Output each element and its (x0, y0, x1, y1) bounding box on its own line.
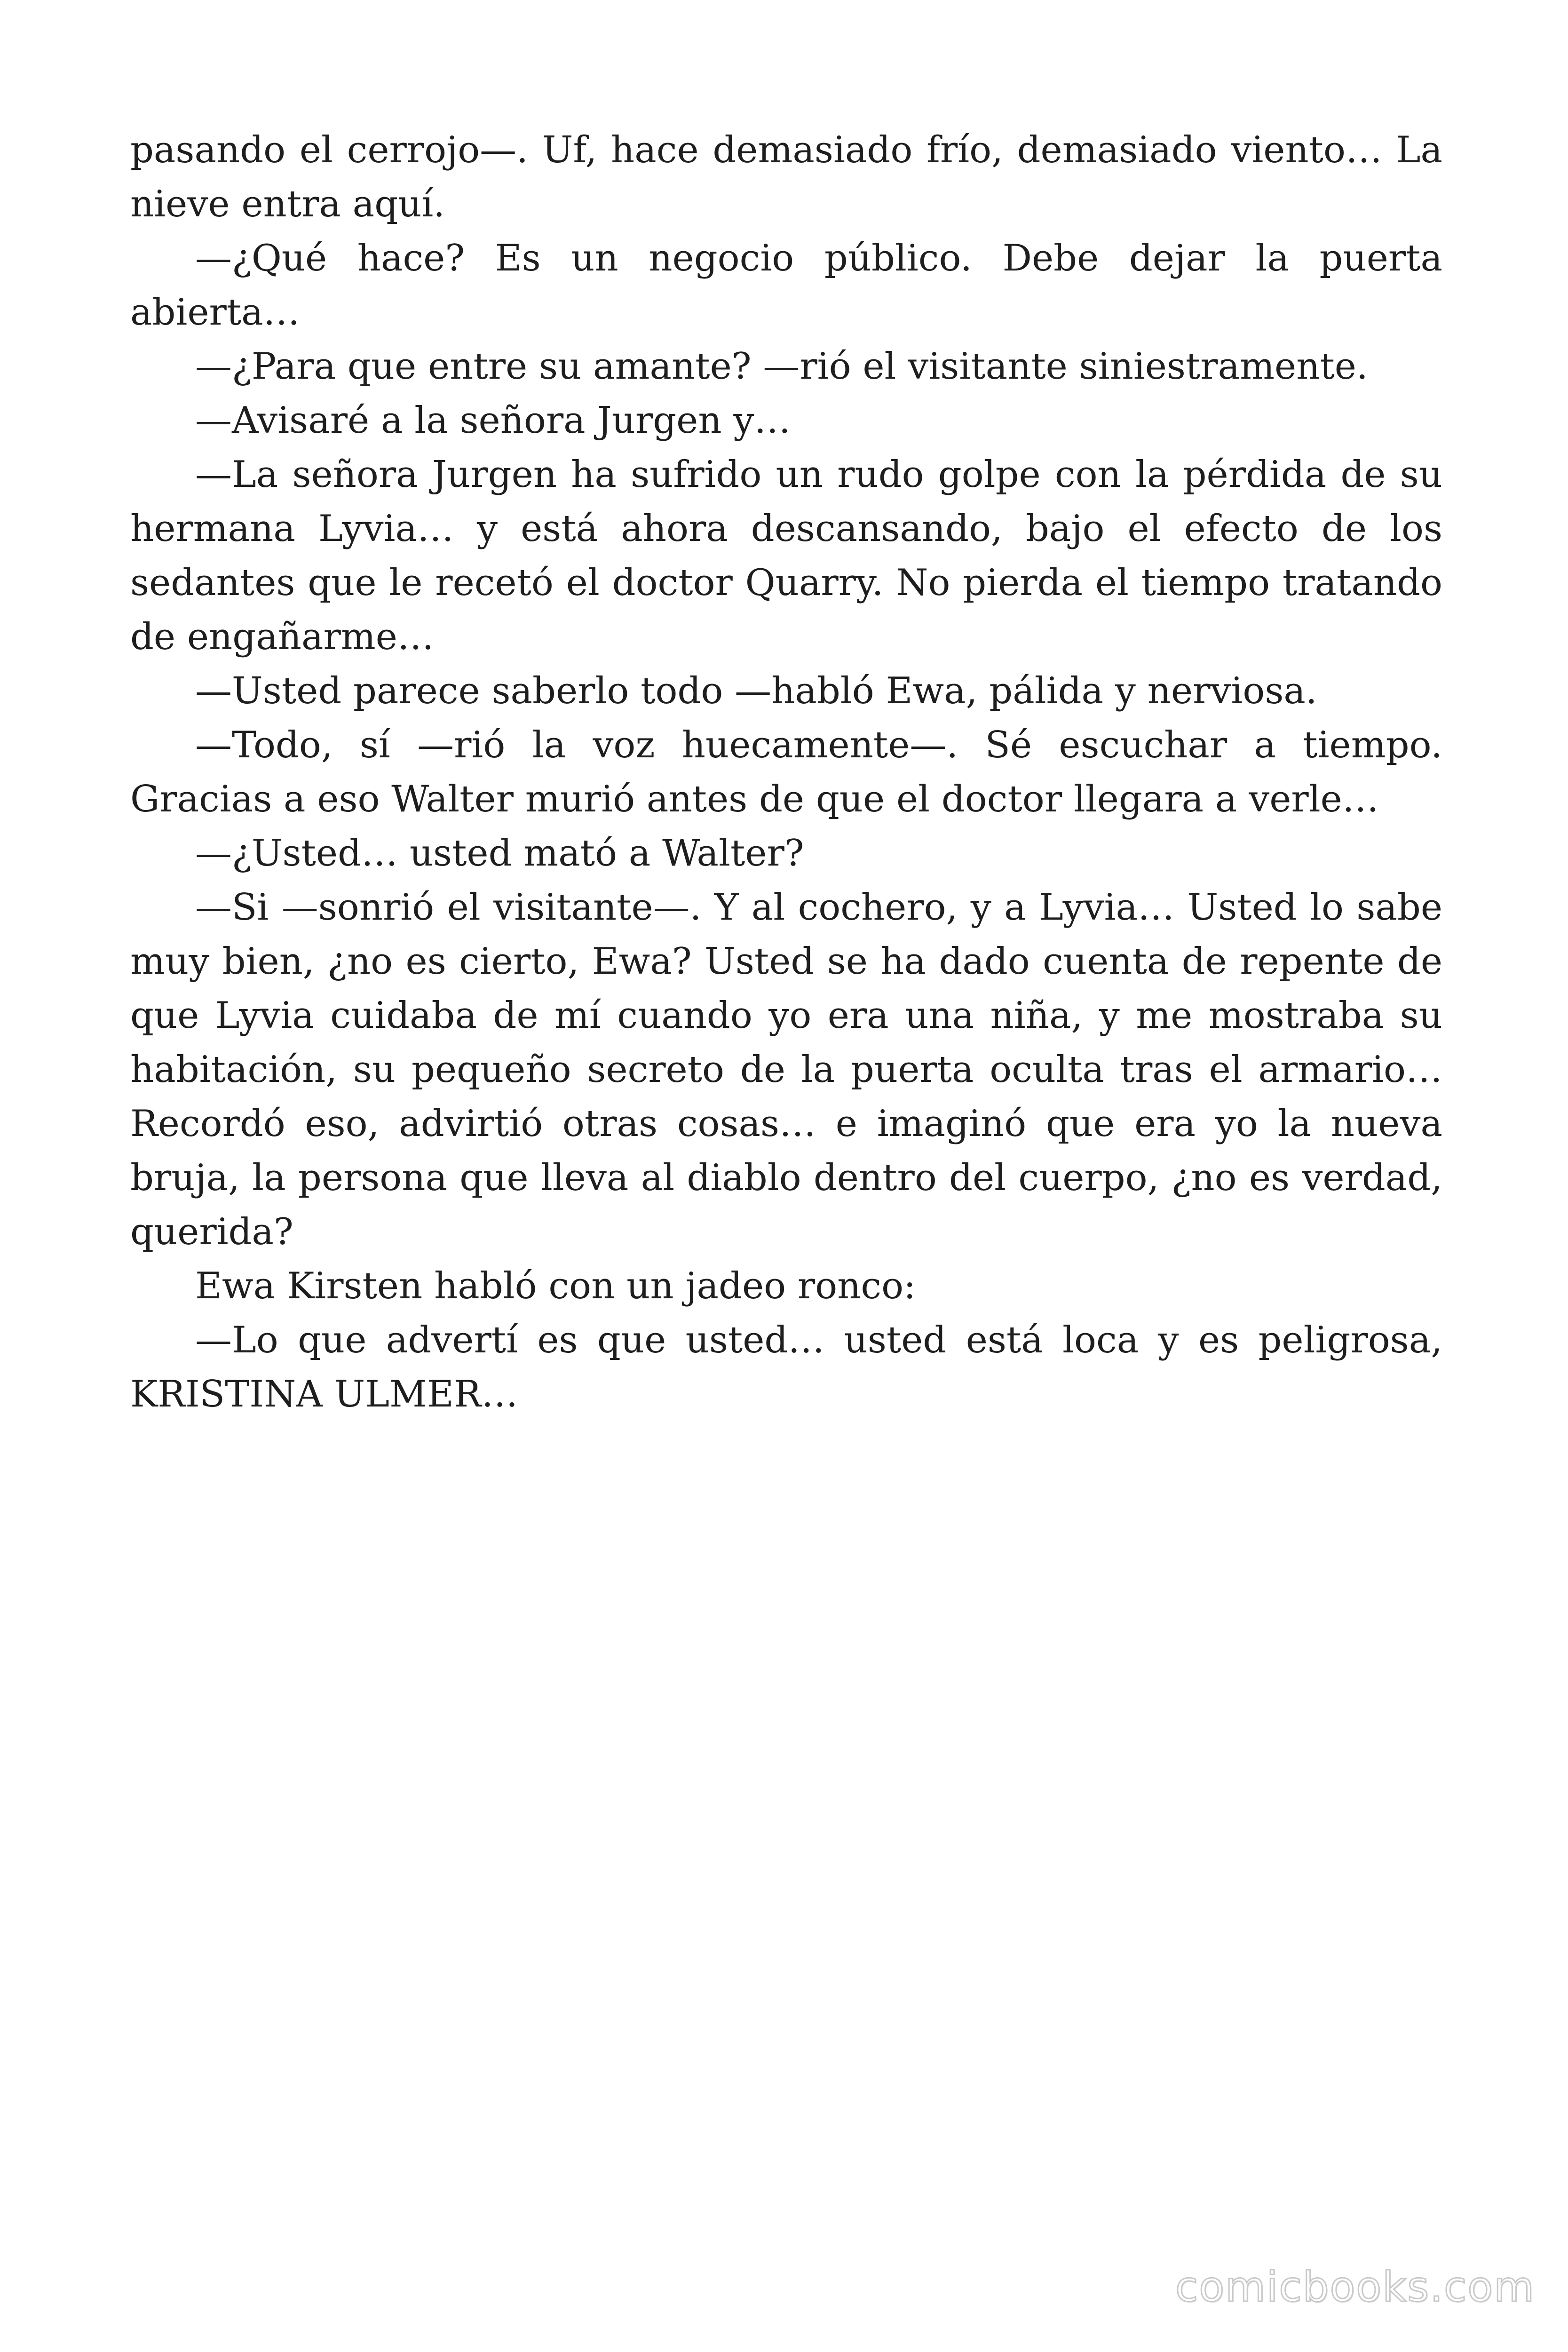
paragraph: —Avisaré a la señora Jurgen y… (195, 399, 791, 442)
paragraph: —Usted parece saberlo todo —habló Ewa, pálida y nerviosa. (195, 670, 1317, 712)
body-text (130, 123, 1442, 1422)
paragraph: —Lo que advertí es que usted… usted está loca y es peligrosa, KRISTINA ULMER… (130, 1319, 1442, 1415)
paragraph: pasando el cerrojo—. Uf, hace demasiado frío, demasiado viento… La nieve entra aquí. (130, 129, 1442, 225)
paragraph: —¿Usted… usted mató a Walter? (195, 832, 804, 874)
paragraph: —¿Qué hace? Es un negocio público. Debe dejar la puerta abierta… (130, 237, 1442, 334)
paragraph: Ewa Kirsten habló con un jadeo ronco: (195, 1265, 916, 1307)
watermark-text: comicbooks.com (1175, 2263, 1535, 2311)
paragraph: —La señora Jurgen ha sufrido un rudo golpe con la pérdida de su hermana Lyvia… y está ahora descansando, bajo el efecto de los sedantes que le recetó el doctor Quarry. No pierda el tiempo tratando de engañarme… (130, 453, 1442, 658)
paragraph: —¿Para que entre su amante? —rió el visitante siniestramente. (195, 345, 1368, 388)
paragraph: —Si —sonrió el visitante—. Y al cochero, y a Lyvia… Usted lo sabe muy bien, ¿no es cierto, Ewa? Usted se ha dado cuenta de repente de que Lyvia cuidaba de mí cuando yo era una niña, y me mostraba su habitación, su pequeño secreto de la puerta oculta tras el armario… Recordó eso, advirtió otras cosas… e imaginó que era yo la nueva bruja, la persona que lleva al diablo dentro del cuerpo, ¿no es verdad, querida? (130, 886, 1442, 1253)
paragraph: —Todo, sí —rió la voz huecamente—. Sé escuchar a tiempo. Gracias a eso Walter murió antes de que el doctor llegara a verle… (130, 724, 1442, 820)
